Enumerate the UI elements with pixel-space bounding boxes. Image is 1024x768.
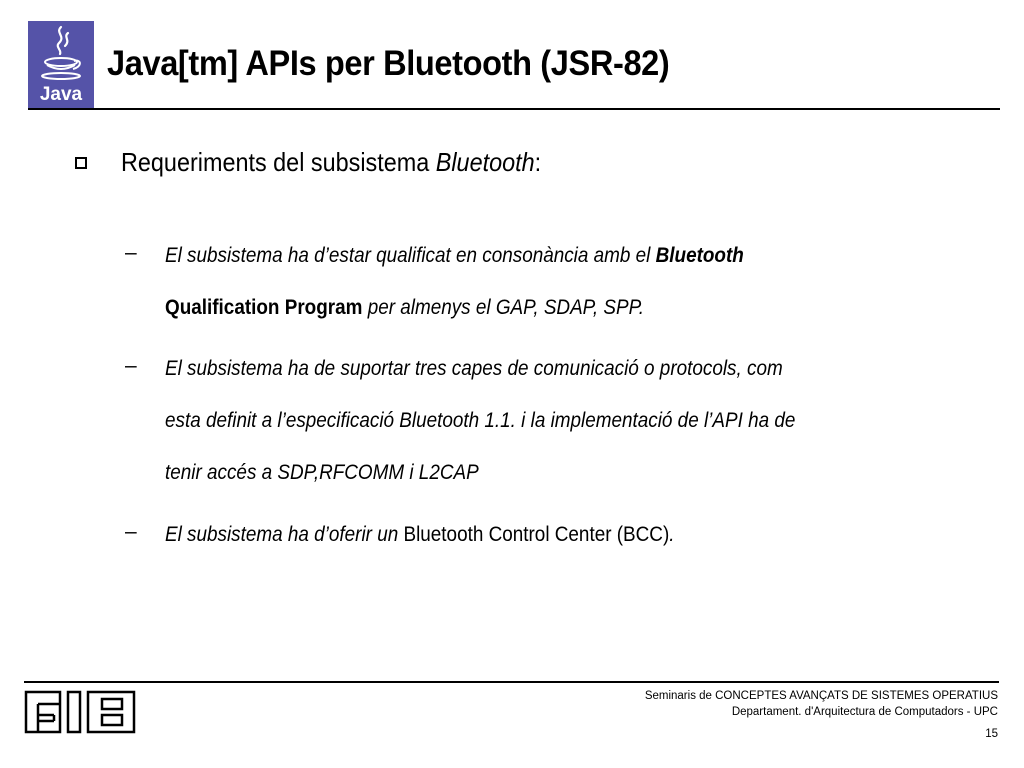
java-logo [28,21,94,108]
title-divider [28,108,1000,110]
sub-bullet-3: El subsistema ha d’oferir un Bluetooth Control Center (BCC). [165,523,675,546]
dash-3: – [125,520,137,543]
sub-bullet-1: El subsistema ha d’estar qualificat en consonància amb el Bluetooth Qualification Program per almenys el GAP, SDAP, SPP. [165,244,744,319]
dash-1: – [125,241,137,264]
footer-department: Departament. d'Arquitectura de Computadors - UPC [731,706,998,718]
fib-logo [24,690,138,739]
bullet-square-icon [75,157,87,169]
sub-bullet-2: El subsistema ha de suportar tres capes de comunicació o protocols, com esta definit a l’especificació Bluetooth 1.1. i la implementació de l’API ha de tenir accés a SDP,RFCOMM i L2CAP [165,357,796,484]
slide-title: Java[tm] APIs per Bluetooth (JSR-82) [107,44,670,83]
footer-seminar: Seminaris de CONCEPTES AVANÇATS DE SISTEMES OPERATIUS [644,690,998,702]
page-number: 15 [985,728,998,740]
footer-divider [24,681,999,683]
main-bullet: Requeriments del subsistema Bluetooth: [121,147,542,177]
footer-text [645,688,998,720]
java-logo-text: Java [39,84,83,105]
dash-2: – [125,354,137,377]
